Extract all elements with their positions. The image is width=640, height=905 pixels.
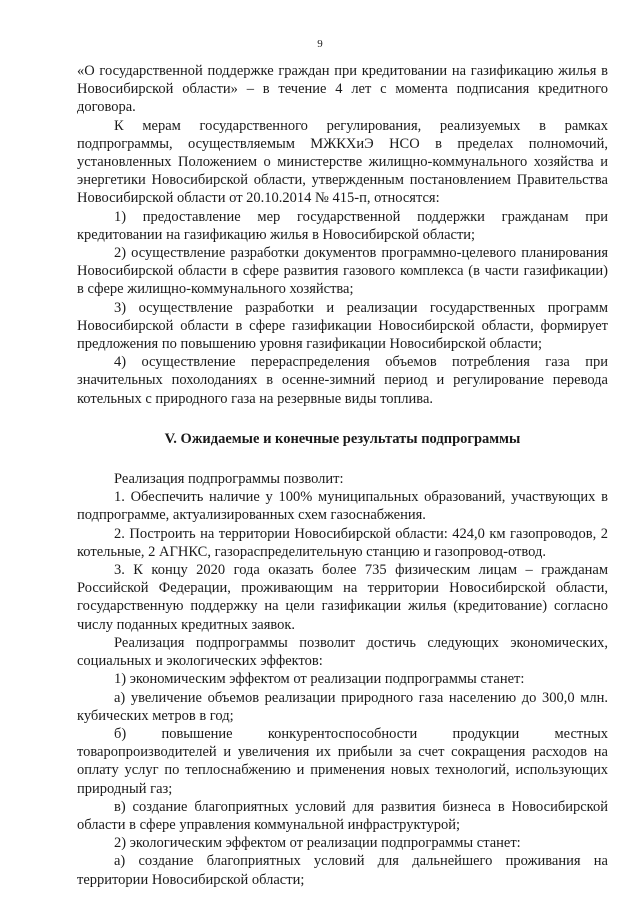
effect-economic-c: в) создание благоприятных условий для развития бизнеса в Новосибирской области в сфере управления коммунальной инфраструктурой;	[77, 798, 608, 833]
effect-ecological: 2) экологическим эффектом от реализации подпрограммы станет:	[114, 835, 521, 852]
section-heading: V. Ожидаемые и конечные результаты подпрограммы	[164, 430, 521, 447]
effect-economic-b: б) повышение конкурентоспособности продукции местных товаропроизводителей и увеличения их прибыли за счет сокращения расходов на оплату услуг по теплоснабжению и применения новых технологий, использующих природный газ;	[77, 725, 608, 797]
effect-economic-a: а) увеличение объемов реализации природного газа населению до 300,0 млн. кубических метров в год;	[77, 689, 608, 724]
result-item-3: 3. К концу 2020 года оказать более 735 физическим лицам – гражданам Российской Федерации, проживающим на территории Новосибирской области, государственную поддержку на цели газификации жилья (кредитование) согласно числу поданных кредитных заявок.	[77, 562, 608, 633]
list-item-3: 3) осуществление разработки и реализации государственных программ Новосибирской области в сфере газификации Новосибирской области, формирует предложения по повышению уровня газификации Новосибирской области;	[77, 299, 608, 353]
result-item-2: 2. Построить на территории Новосибирской области: 424,0 км газопроводов, 2 котельные, 2 АГНКС, газораспределительную станцию и газопровод-отвод.	[77, 525, 608, 560]
paragraph-continuation: «О государственной поддержке граждан при кредитовании на газификацию жилья в Новосибирской области» – в течение 4 лет с момента подписания кредитного договора.	[77, 63, 608, 116]
document-body	[77, 62, 608, 889]
paragraph-regulation-measures: К мерам государственного регулирования, реализуемых в рамках подпрограммы, осуществляемым МЖКХиЭ НСО в пределах полномочий, установленных Положением о министерстве жилищно-коммунального хозяйства и энергетики Новосибирской области, утвержденным постановлением Правительства Новосибирской области от 20.10.2014 № 415-п, относятся:	[77, 117, 608, 207]
page-number: 9	[317, 38, 323, 50]
result-item-1: 1. Обеспечить наличие у 100% муниципальных образований, участвующих в подпрограмме, актуализированных схем газоснабжения.	[77, 489, 608, 524]
paragraph-effects: Реализация подпрограммы позволит достичь следующих экономических, социальных и экологических эффектов:	[77, 634, 608, 670]
list-item-2: 2) осуществление разработки документов программно-целевого планирования Новосибирской области в сфере развития газового комплекса (в части газификации) в сфере жилищно-коммунального хозяйства;	[77, 245, 608, 298]
list-item-4: 4) осуществление перераспределения объемов потребления газа при значительных похолоданиях в осенне-зимний период и регулирование перевода котельных с природного газа на резервные виды топлива.	[77, 354, 608, 407]
paragraph-intro: Реализация подпрограммы позволит:	[114, 471, 344, 488]
list-item-1: 1) предоставление мер государственной поддержки гражданам при кредитовании на газификацию жилья в Новосибирской области;	[77, 208, 608, 243]
effect-ecological-a: а) создание благоприятных условий для дальнейшего проживания на территории Новосибирской области;	[77, 853, 608, 888]
effect-economic: 1) экономическим эффектом от реализации подпрограммы станет:	[114, 671, 525, 688]
